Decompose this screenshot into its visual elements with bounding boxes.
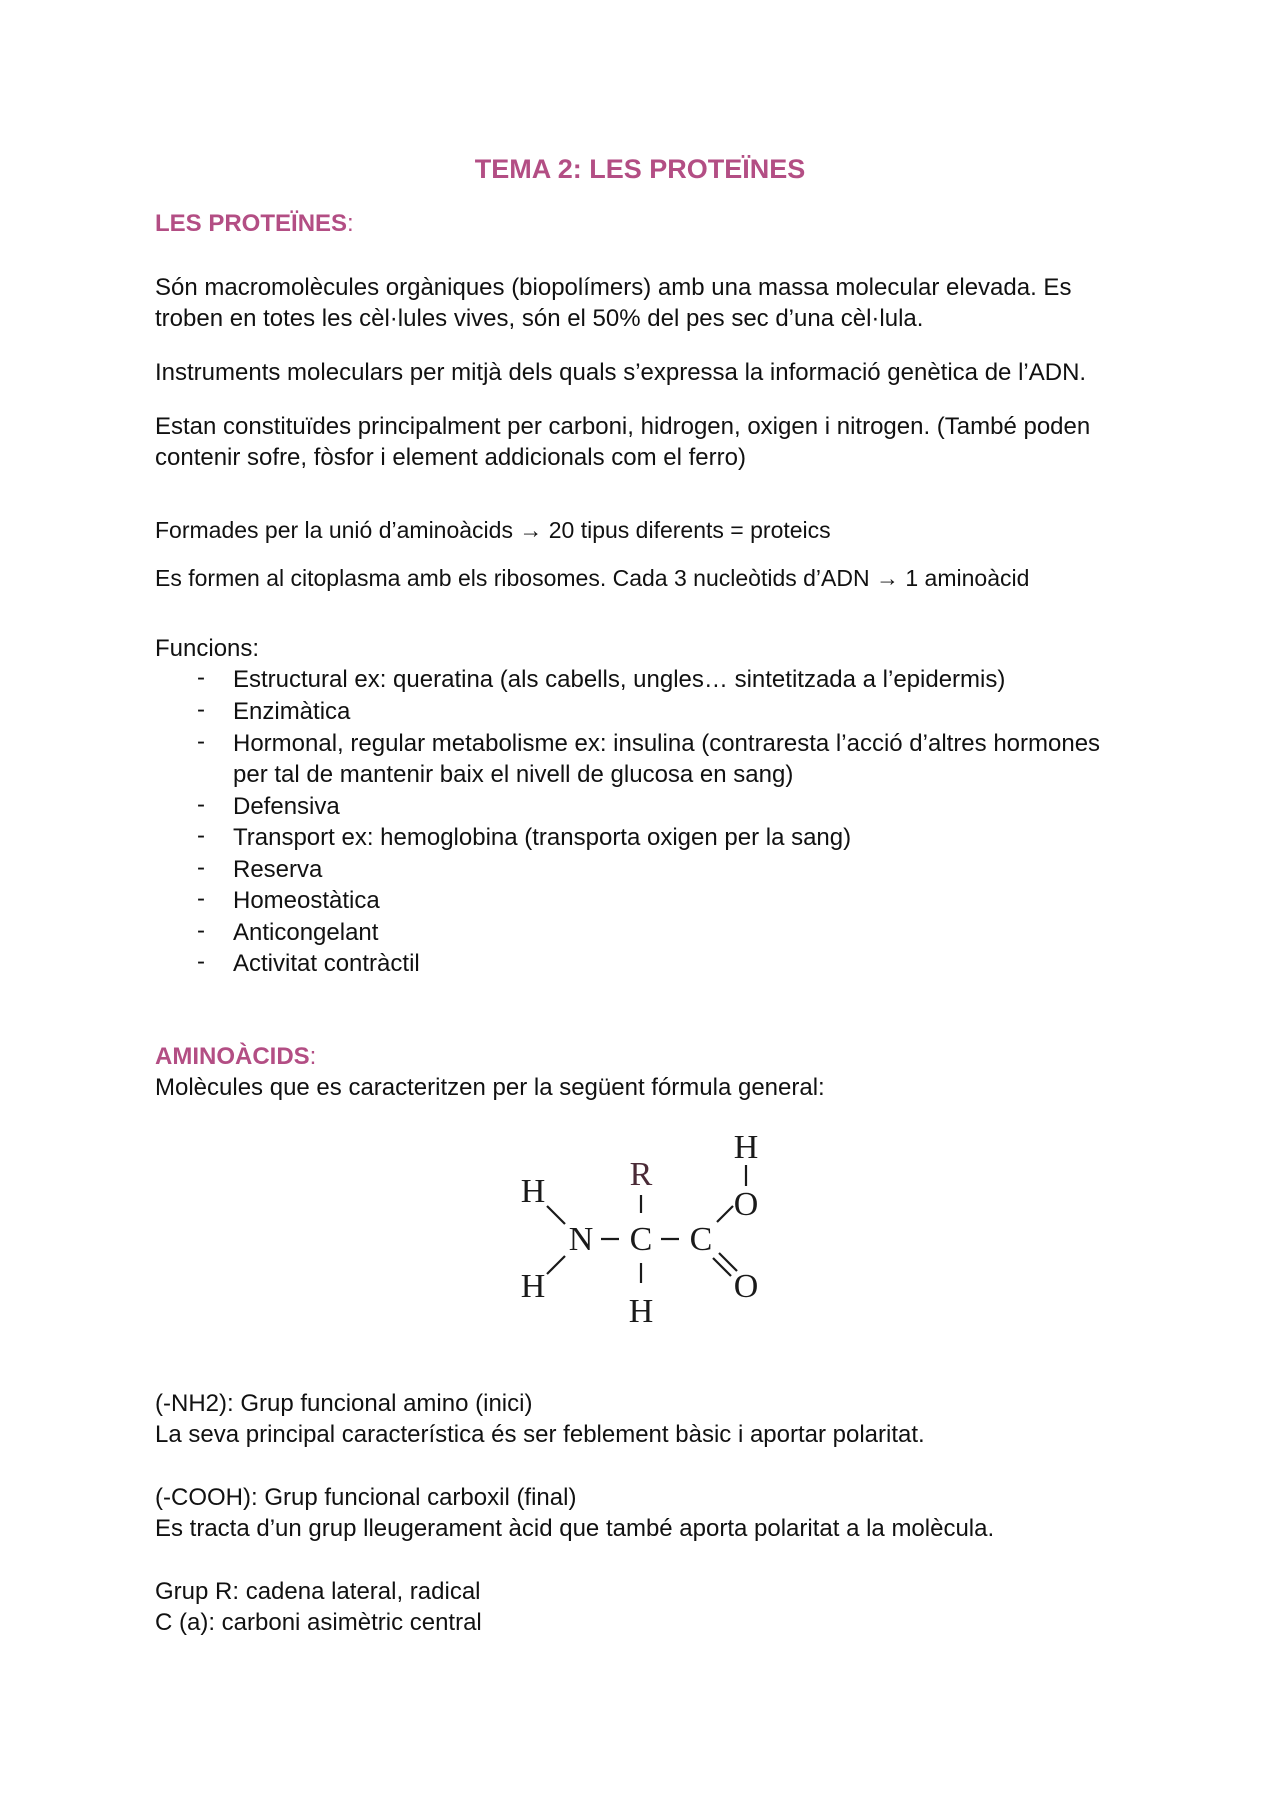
- bond-c-o-double-a: [713, 1258, 731, 1276]
- paragraph-definition-line2: troben en totes les cèl·lules vives, són el 50% del pes sec d’una cèl·lula.: [155, 305, 924, 332]
- bullet-dash: -: [197, 854, 205, 881]
- atom-h-amino-bottom: H: [520, 1268, 546, 1305]
- atom-r-group: R: [629, 1156, 653, 1193]
- atom-o-carbonyl: O: [733, 1268, 759, 1305]
- atom-h-hydroxyl: H: [733, 1129, 759, 1166]
- heading-text: LES PROTEÏNES: [155, 210, 348, 237]
- section-heading-aminoacids: [155, 1043, 316, 1071]
- bullet-dash: -: [197, 917, 205, 944]
- bond-h-n-top: [547, 1206, 565, 1224]
- bullet-dash: -: [197, 791, 205, 818]
- section-heading-proteines: [155, 210, 354, 238]
- bond-h-n-bottom: [547, 1256, 565, 1274]
- list-item: Transport ex: hemoglobina (transporta oxigen per la sang): [233, 824, 852, 851]
- bullet-dash: -: [197, 664, 205, 691]
- bond-c-o-double-b: [719, 1253, 737, 1271]
- paragraph-composition-line2: contenir sofre, fòsfor i element addicionals com el ferro): [155, 444, 746, 471]
- list-item-continuation: per tal de mantenir baix el nivell de glucosa en sang): [233, 761, 794, 788]
- functions-label: Funcions:: [155, 635, 260, 662]
- paragraph-instruments: Instruments moleculars per mitjà dels quals s’expressa la informació genètica de l’ADN.: [155, 359, 1087, 386]
- list-item: Hormonal, regular metabolisme ex: insulina (contraresta l’acció d’altres hormones: [233, 730, 1101, 757]
- atom-h-amino-top: H: [520, 1173, 546, 1210]
- list-item: Anticongelant: [233, 919, 379, 946]
- carboxyl-group-title: (-COOH): Grup funcional carboxil (final): [155, 1484, 577, 1511]
- bond-c-o-single: [717, 1206, 733, 1222]
- list-item: Defensiva: [233, 793, 340, 820]
- bullet-dash: -: [197, 728, 205, 755]
- paragraph-formation: Formades per la unió d’aminoàcids → 20 tipus diferents = proteics: [155, 517, 831, 543]
- atom-c-alpha: C: [629, 1221, 653, 1258]
- paragraph-definition-line1: Són macromolècules orgàniques (biopolímers) amb una massa molecular elevada. Es: [155, 274, 1072, 301]
- list-item: Reserva: [233, 856, 323, 883]
- atom-h-alpha: H: [628, 1293, 654, 1330]
- heading-colon: :: [347, 210, 354, 237]
- amino-group-description: La seva principal característica és ser feblement bàsic i aportar polaritat.: [155, 1421, 925, 1448]
- bullet-dash: -: [197, 948, 205, 975]
- bullet-dash: -: [197, 822, 205, 849]
- carboxyl-group-description: Es tracta d’un grup lleugerament àcid que també aporta polaritat a la molècula.: [155, 1515, 995, 1542]
- paragraph-composition-line1: Estan constituïdes principalment per carboni, hidrogen, oxigen i nitrogen. (També poden: [155, 413, 1091, 440]
- amino-acid-structural-formula: [505, 1120, 785, 1340]
- atom-o-hydroxyl: O: [733, 1186, 759, 1223]
- heading-colon: :: [309, 1043, 317, 1070]
- atom-c-carboxyl: C: [689, 1221, 713, 1258]
- paragraph-synthesis: Es formen al citoplasma amb els ribosomes. Cada 3 nucleòtids d’ADN → 1 aminoàcid: [155, 565, 1030, 591]
- bullet-dash: -: [197, 885, 205, 912]
- page-title: TEMA 2: LES PROTEÏNES: [474, 154, 806, 184]
- c-alpha-definition: C (a): carboni asimètric central: [155, 1609, 482, 1636]
- atom-n-amino: N: [568, 1221, 594, 1258]
- bullet-dash: -: [197, 696, 205, 723]
- heading-text: AMINOÀCIDS: [155, 1043, 310, 1070]
- list-item: Enzimàtica: [233, 698, 351, 725]
- list-item: Estructural ex: queratina (als cabells, ungles… sintetitzada a l’epidermis): [233, 666, 1006, 693]
- r-group-definition: Grup R: cadena lateral, radical: [155, 1578, 481, 1605]
- list-item: Homeostàtica: [233, 887, 380, 914]
- formula-intro: Molècules que es caracteritzen per la següent fórmula general:: [155, 1074, 825, 1101]
- list-item: Activitat contràctil: [233, 950, 420, 977]
- amino-group-title: (-NH2): Grup funcional amino (inici): [155, 1390, 533, 1417]
